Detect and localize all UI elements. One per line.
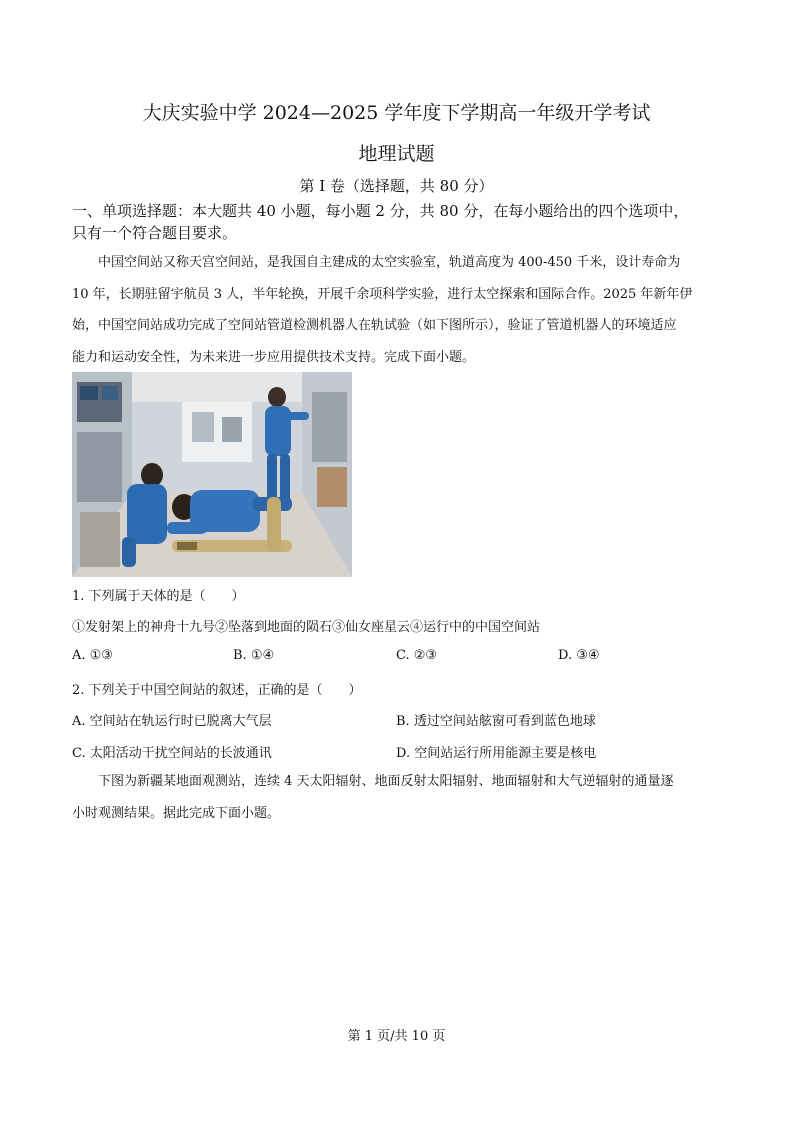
q1-option-a[interactable]: A. ①③ [72,648,113,663]
passage1-line2: 10 年，长期驻留宇航员 3 人，半年轮换，开展千余项科学实验，进行太空探索和国际合作。2025 年新年伊 [72,286,693,302]
page-footer: 第 1 页/共 10 页 [347,1029,446,1044]
q2-option-c[interactable]: C. 太阳活动干扰空间站的长波通讯 [72,746,272,761]
section-heading [72,200,722,244]
space-station-illustration [72,372,352,577]
passage1-line3: 始，中国空间站成功完成了空间站管道检测机器人在轨试验（如下图所示），验证了管道机器人的环境适应 [72,318,677,333]
q1-option-d[interactable]: D. ③④ [558,648,600,663]
q2-option-d[interactable]: D. 空间站运行所用能源主要是核电 [396,746,597,761]
q1-option-c[interactable]: C. ②③ [396,648,438,663]
exam-title: 大庆实验中学 2024—2025 学年度下学期高一年级开学考试 [142,102,651,124]
question-2-stem: 2. 下列关于中国空间站的叙述，正确的是（ ） [72,683,362,698]
q2-option-a[interactable]: A. 空间站在轨运行时已脱离大气层 [72,714,272,729]
passage-radiation [72,766,722,829]
part-title: 第 I 卷（选择题，共 80 分） [299,177,494,195]
q1-option-b[interactable]: B. ①④ [233,648,275,663]
passage1-line4: 能力和运动安全性，为未来进一步应用提供技术支持。完成下面小题。 [72,349,476,365]
passage2-line1: 下图为新疆某地面观测站，连续 4 天太阳辐射、地面反射太阳辐射、地面辐射和大气逆辐射的通量逐 [98,774,674,789]
passage1-line1: 中国空间站又称天宫空间站，是我国自主建成的太空实验室，轨道高度为 400-450 千米，设计寿命为 [98,255,681,270]
section-heading-line2: 只有一个符合题目要求。 [72,224,238,242]
q2-option-b[interactable]: B. 透过空间站舷窗可看到蓝色地球 [396,714,596,729]
question-1-stem: 1. 下列属于天体的是（ ） [72,589,245,604]
space-station-photo [72,372,352,577]
passage2-line2: 小时观测结果。据此完成下面小题。 [72,805,281,821]
subject-title: 地理试题 [358,143,435,165]
question-1-items: ①发射架上的神舟十九号②坠落到地面的陨石③仙女座星云④运行中的中国空间站 [72,620,541,635]
passage-space-station [72,247,722,373]
section-heading-line1: 一、单项选择题：本大题共 40 小题，每小题 2 分，共 80 分，在每小题给出的四个选项中， [72,202,689,220]
